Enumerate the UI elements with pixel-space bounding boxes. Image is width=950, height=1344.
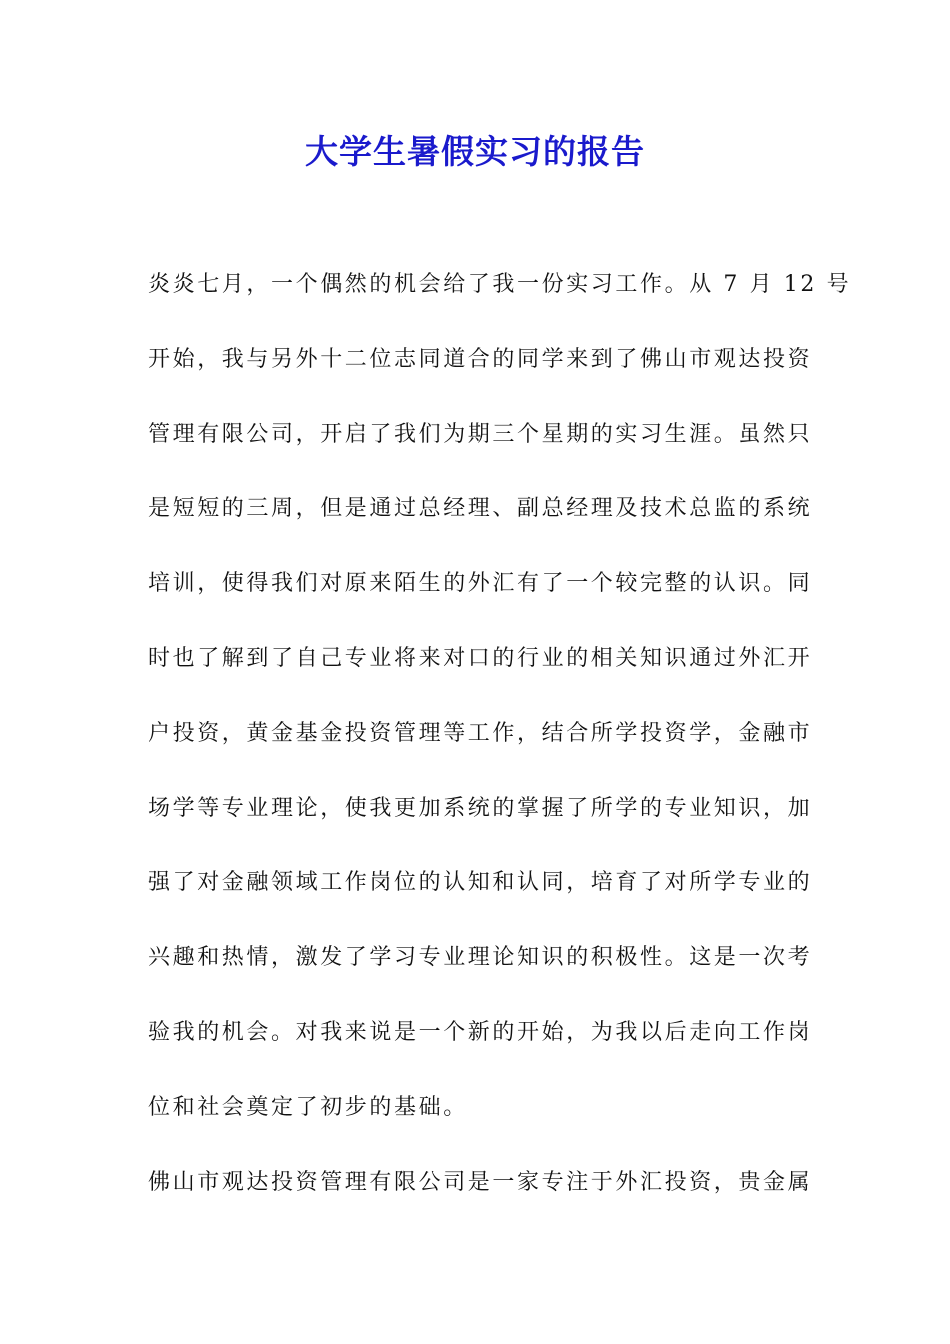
body-line: 炎炎七月，一个偶然的机会给了我一份实习工作。从 7 月 12 号 (148, 272, 852, 297)
body-line: 培训，使得我们对原来陌生的外汇有了一个较完整的认识。同 (148, 571, 813, 597)
body-line: 是短短的三周，但是通过总经理、副总经理及技术总监的系统 (148, 496, 813, 522)
body-line: 时也了解到了自己专业将来对口的行业的相关知识通过外汇开 (148, 645, 813, 671)
body-line: 户投资，黄金基金投资管理等工作，结合所学投资学，金融市 (148, 720, 813, 746)
body-line: 场学等专业理论，使我更加系统的掌握了所学的专业知识，加 (148, 795, 813, 821)
body-line: 兴趣和热情，激发了学习专业理论知识的积极性。这是一次考 (148, 945, 813, 971)
body-line: 佛山市观达投资管理有限公司是一家专注于外汇投资，贵金属 (148, 1169, 813, 1195)
document-body (148, 261, 852, 1233)
body-line: 位和社会奠定了初步的基础。 (148, 1094, 468, 1120)
body-line: 验我的机会。对我来说是一个新的开始，为我以后走向工作岗 (148, 1019, 813, 1045)
document-title: 大学生暑假实习的报告 (305, 132, 645, 171)
body-line: 开始，我与另外十二位志同道合的同学来到了佛山市观达投资 (148, 346, 813, 372)
body-line: 强了对金融领域工作岗位的认知和认同，培育了对所学专业的 (148, 870, 813, 896)
body-line: 管理有限公司，开启了我们为期三个星期的实习生涯。虽然只 (148, 421, 813, 447)
